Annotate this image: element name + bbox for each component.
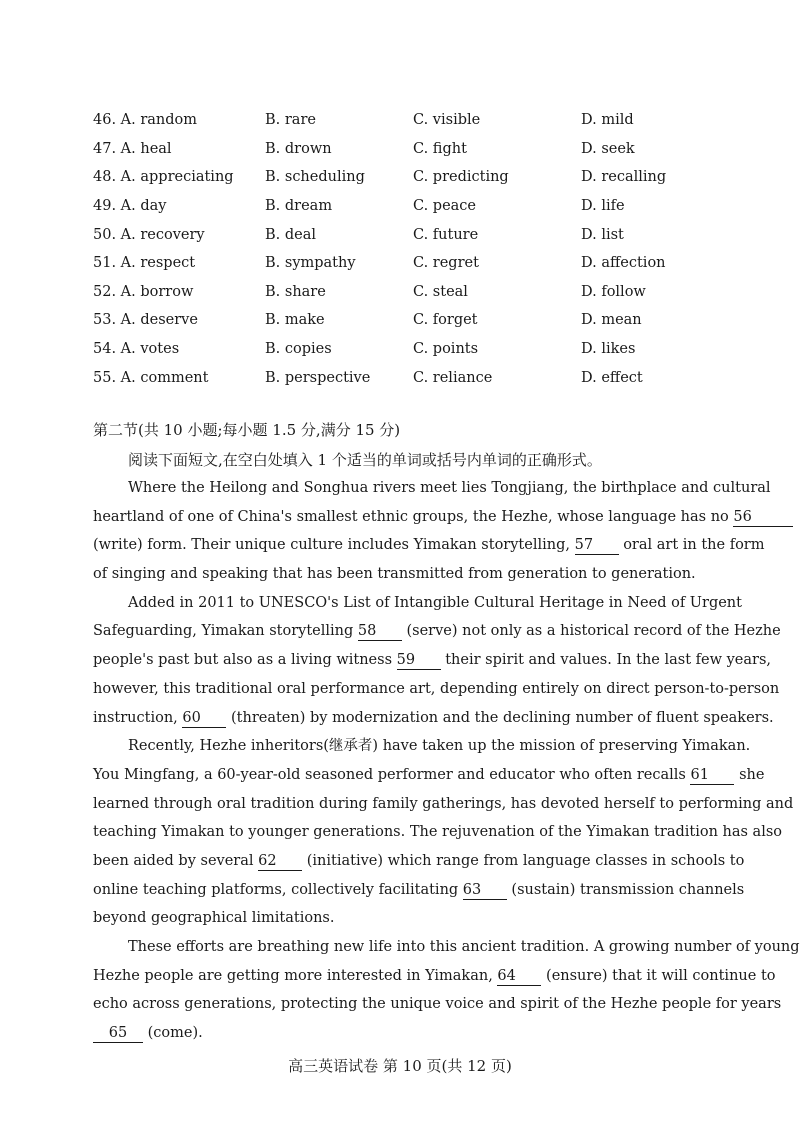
section-instruction: 阅读下面短文,在空白处填入 1 个适当的单词或括号内单词的正确形式。: [128, 451, 602, 469]
option-b[interactable]: B. copies: [265, 341, 332, 358]
passage: [93, 474, 800, 1048]
p3-line-6: online teaching platforms, collectively facilitating 63 (sustain) transmission channels: [93, 881, 745, 898]
option-b[interactable]: B. make: [265, 312, 325, 329]
page-footer: 高三英语试卷 第 10 页(共 12 页): [288, 1057, 512, 1075]
option-b[interactable]: B. perspective: [265, 369, 371, 386]
option-d[interactable]: D. affection: [581, 255, 666, 272]
p1-line-3: (write) form. Their unique culture includes Yimakan storytelling, 57 oral art in the form: [93, 537, 765, 554]
blank-62[interactable]: 62: [258, 852, 302, 871]
blank-64[interactable]: 64: [497, 967, 541, 986]
p2-line-5: instruction, 60 (threaten) by modernization and the declining number of fluent speakers.: [93, 709, 774, 726]
p3-line-5: been aided by several 62 (initiative) which range from language classes in schools to: [93, 852, 745, 869]
option-a[interactable]: 46. A. random: [93, 112, 198, 129]
blank-60[interactable]: 60: [182, 709, 226, 728]
option-b[interactable]: B. dream: [265, 198, 333, 215]
option-a[interactable]: 53. A. deserve: [93, 312, 198, 329]
p3-line-2: You Mingfang, a 60-year-old seasoned performer and educator who often recalls 61 she: [93, 766, 765, 783]
option-c[interactable]: C. points: [413, 341, 479, 358]
option-b[interactable]: B. deal: [265, 226, 317, 243]
paragraph-1: [93, 474, 771, 589]
blank-57[interactable]: 57: [575, 536, 619, 555]
option-d[interactable]: D. recalling: [581, 169, 667, 186]
option-a[interactable]: 48. A. appreciating: [93, 169, 234, 186]
blank-61[interactable]: 61: [690, 766, 734, 785]
option-a[interactable]: 47. A. heal: [93, 140, 172, 157]
p3-line-4: teaching Yimakan to younger generations. The rejuvenation of the Yimakan tradition has also: [93, 824, 783, 841]
option-c[interactable]: C. forget: [413, 312, 478, 329]
option-a[interactable]: 51. A. respect: [93, 255, 196, 272]
blank-63[interactable]: 63: [463, 881, 507, 900]
option-c[interactable]: C. reliance: [413, 369, 493, 386]
option-a[interactable]: 52. A. borrow: [93, 283, 194, 300]
option-row: [93, 306, 713, 335]
paragraph-4: [93, 933, 800, 1048]
option-row: [93, 106, 713, 135]
p2-line-3: people's past but also as a living witness 59 their spirit and values. In the last few years,: [93, 652, 772, 669]
option-c[interactable]: C. fight: [413, 140, 467, 157]
option-b[interactable]: B. rare: [265, 112, 316, 129]
p1-line-2: heartland of one of China's smallest ethnic groups, the Hezhe, whose language has no 56: [93, 503, 707, 532]
option-c[interactable]: C. regret: [413, 255, 479, 272]
option-row: [93, 363, 713, 392]
p2-line-1: Added in 2011 to UNESCO's List of Intangible Cultural Heritage in Need of Urgent: [128, 594, 742, 611]
option-row: [93, 335, 713, 364]
paragraph-3: [93, 732, 794, 933]
p3-line-3: learned through oral tradition during family gatherings, has devoted herself to performing and: [93, 795, 794, 812]
option-d[interactable]: D. effect: [581, 369, 643, 386]
p4-line-3: echo across generations, protecting the unique voice and spirit of the Hezhe people for years: [93, 996, 782, 1013]
option-a[interactable]: 54. A. votes: [93, 341, 180, 358]
p4-line-2: Hezhe people are getting more interested in Yimakan, 64 (ensure) that it will continue to: [93, 967, 776, 984]
option-c[interactable]: C. future: [413, 226, 479, 243]
option-c[interactable]: C. steal: [413, 283, 468, 300]
paragraph-2: [93, 589, 781, 732]
option-row: [93, 220, 713, 249]
option-row: [93, 135, 713, 164]
p4-line-1: These efforts are breathing new life into this ancient tradition. A growing number of young: [128, 939, 800, 955]
option-c[interactable]: C. visible: [413, 112, 481, 129]
option-d[interactable]: D. follow: [581, 283, 646, 300]
option-a[interactable]: 50. A. recovery: [93, 226, 205, 243]
p3-line-7: beyond geographical limitations.: [93, 910, 335, 927]
p1-line-1: Where the Heilong and Songhua rivers meet lies Tongjiang, the birthplace and cultural: [128, 480, 771, 496]
option-d[interactable]: D. mean: [581, 312, 642, 329]
option-a[interactable]: 55. A. comment: [93, 369, 209, 386]
options-table: [93, 106, 713, 392]
p2-line-4: however, this traditional oral performance art, depending entirely on direct person-to-person: [93, 680, 780, 697]
option-row: [93, 249, 713, 278]
option-b[interactable]: B. share: [265, 283, 326, 300]
option-d[interactable]: D. mild: [581, 112, 634, 129]
section-title: 第二节(共 10 小题;每小题 1.5 分,满分 15 分): [93, 421, 401, 439]
blank-59[interactable]: 59: [397, 651, 441, 670]
option-d[interactable]: D. likes: [581, 341, 636, 358]
option-b[interactable]: B. sympathy: [265, 255, 356, 272]
p4-line-4: 65 (come).: [93, 1019, 707, 1048]
option-b[interactable]: B. scheduling: [265, 169, 365, 186]
option-row: [93, 163, 713, 192]
option-c[interactable]: C. predicting: [413, 169, 509, 186]
option-c[interactable]: C. peace: [413, 198, 477, 215]
option-row: [93, 278, 713, 307]
blank-65[interactable]: 65: [93, 1024, 143, 1043]
p1-line-4: of singing and speaking that has been transmitted from generation to generation.: [93, 566, 696, 583]
blank-56[interactable]: 56: [733, 508, 793, 527]
p2-line-2: Safeguarding, Yimakan storytelling 58 (serve) not only as a historical record of the Hezhe: [93, 623, 781, 640]
option-d[interactable]: D. life: [581, 198, 625, 215]
option-a[interactable]: 49. A. day: [93, 198, 167, 215]
option-b[interactable]: B. drown: [265, 140, 332, 157]
p3-line-1: Recently, Hezhe inheritors(继承者) have taken up the mission of preserving Yimakan.: [128, 738, 751, 755]
option-d[interactable]: D. list: [581, 226, 624, 243]
option-row: [93, 192, 713, 221]
blank-58[interactable]: 58: [358, 622, 402, 641]
option-d[interactable]: D. seek: [581, 140, 635, 157]
